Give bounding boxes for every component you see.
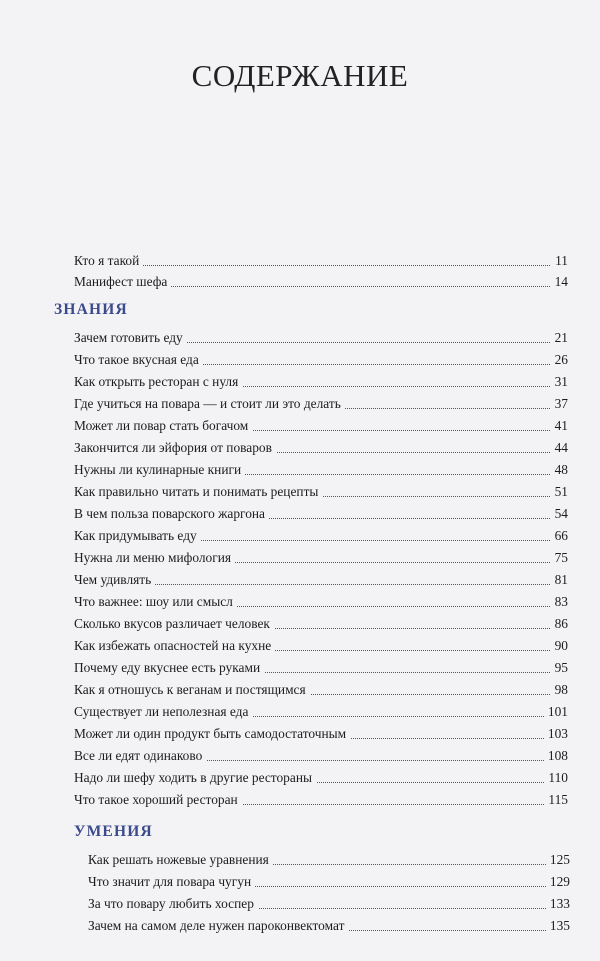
toc-entry: [74, 329, 568, 347]
entry-page-number: 101: [544, 703, 568, 721]
entry-page-number: 110: [544, 769, 568, 787]
entry-page-number: 103: [544, 725, 568, 743]
entry-title: Что значит для повара чугун: [88, 873, 255, 891]
entry-page-number: 75: [551, 549, 568, 567]
entry-title: За что повару любить хоспер: [88, 895, 258, 913]
entry-page-number: 115: [544, 791, 568, 809]
toc-entry: [74, 395, 568, 413]
toc-entry: [74, 615, 568, 633]
entry-title: Как придумывать еду: [74, 527, 201, 545]
toc-entry: [74, 505, 568, 523]
entry-page-number: 129: [546, 873, 570, 891]
entry-title: Где учиться на повара — и стоит ли это делать: [74, 395, 345, 413]
toc-entry: [74, 637, 568, 655]
entry-title: Нужны ли кулинарные книги: [74, 461, 245, 479]
entry-page-number: 83: [551, 593, 568, 611]
entry-title: Зачем готовить еду: [74, 329, 187, 347]
entry-page-number: 125: [546, 851, 570, 869]
toc-entry: [74, 373, 568, 391]
toc-entry: [74, 659, 568, 677]
entry-title: Все ли едят одинаково: [74, 747, 206, 765]
entry-page-number: 11: [551, 252, 568, 270]
toc-entry: [74, 571, 568, 589]
entry-page-number: 90: [551, 637, 568, 655]
entry-page-number: 44: [551, 439, 568, 457]
toc-entry: [74, 351, 568, 369]
section-heading: ЗНАНИЯ: [54, 301, 128, 318]
entry-page-number: 133: [546, 895, 570, 913]
entry-title: Что такое вкусная еда: [74, 351, 203, 369]
toc-entry: [74, 769, 568, 787]
entry-page-number: 37: [551, 395, 568, 413]
toc-entry: [74, 549, 568, 567]
entry-title: Закончится ли эйфория от поваров: [74, 439, 276, 457]
page-title: СОДЕРЖАНИЕ: [191, 58, 409, 93]
toc-entry: [88, 873, 570, 891]
entry-title: Манифест шефа: [74, 273, 171, 291]
toc-entry: [74, 417, 568, 435]
entry-page-number: 51: [551, 483, 568, 501]
entry-title: Надо ли шефу ходить в другие рестораны: [74, 769, 316, 787]
entry-title: Может ли один продукт быть самодостаточным: [74, 725, 350, 743]
entry-page-number: 21: [551, 329, 568, 347]
entry-page-number: 66: [551, 527, 568, 545]
toc-entry: [88, 851, 570, 869]
toc-entry: [74, 681, 568, 699]
entry-title: Существует ли неполезная еда: [74, 703, 252, 721]
toc-entry: [74, 273, 568, 291]
entry-page-number: 135: [546, 917, 570, 935]
entry-title: Как я отношусь к веганам и постящимся: [74, 681, 310, 699]
entry-page-number: 81: [551, 571, 568, 589]
section-heading: УМЕНИЯ: [74, 823, 153, 840]
toc-entry: [74, 791, 568, 809]
toc-entry: [74, 593, 568, 611]
entry-page-number: 95: [551, 659, 568, 677]
toc-entry: [74, 252, 568, 270]
toc-entry: [88, 917, 570, 935]
toc-entry: [74, 703, 568, 721]
entry-title: Сколько вкусов различает человек: [74, 615, 274, 633]
entry-title: Как решать ножевые уравнения: [88, 851, 273, 869]
toc-entry: [88, 895, 570, 913]
dot-leader: [74, 265, 568, 266]
entry-title: Кто я такой: [74, 252, 143, 270]
toc-entry: [74, 725, 568, 743]
entry-title: Как правильно читать и понимать рецепты: [74, 483, 322, 501]
entry-page-number: 31: [551, 373, 568, 391]
entry-page-number: 14: [551, 273, 568, 291]
entry-page-number: 54: [551, 505, 568, 523]
entry-title: Может ли повар стать богачом: [74, 417, 252, 435]
entry-page-number: 48: [551, 461, 568, 479]
entry-title: Как избежать опасностей на кухне: [74, 637, 275, 655]
entry-title: Что такое хороший ресторан: [74, 791, 242, 809]
entry-title: Чем удивлять: [74, 571, 155, 589]
toc-entry: [74, 439, 568, 457]
entry-page-number: 26: [551, 351, 568, 369]
entry-page-number: 108: [544, 747, 568, 765]
entry-title: Что важнее: шоу или смысл: [74, 593, 237, 611]
toc-entry: [74, 747, 568, 765]
toc-entry: [74, 461, 568, 479]
entry-title: Нужна ли меню мифология: [74, 549, 235, 567]
entry-title: Почему еду вкуснее есть руками: [74, 659, 264, 677]
toc-entry: [74, 527, 568, 545]
toc-entry: [74, 483, 568, 501]
entry-page-number: 41: [551, 417, 568, 435]
entry-title: В чем польза поварского жаргона: [74, 505, 269, 523]
entry-title: Как открыть ресторан с нуля: [74, 373, 242, 391]
entry-page-number: 98: [551, 681, 568, 699]
entry-title: Зачем на самом деле нужен пароконвектомат: [88, 917, 348, 935]
entry-page-number: 86: [551, 615, 568, 633]
